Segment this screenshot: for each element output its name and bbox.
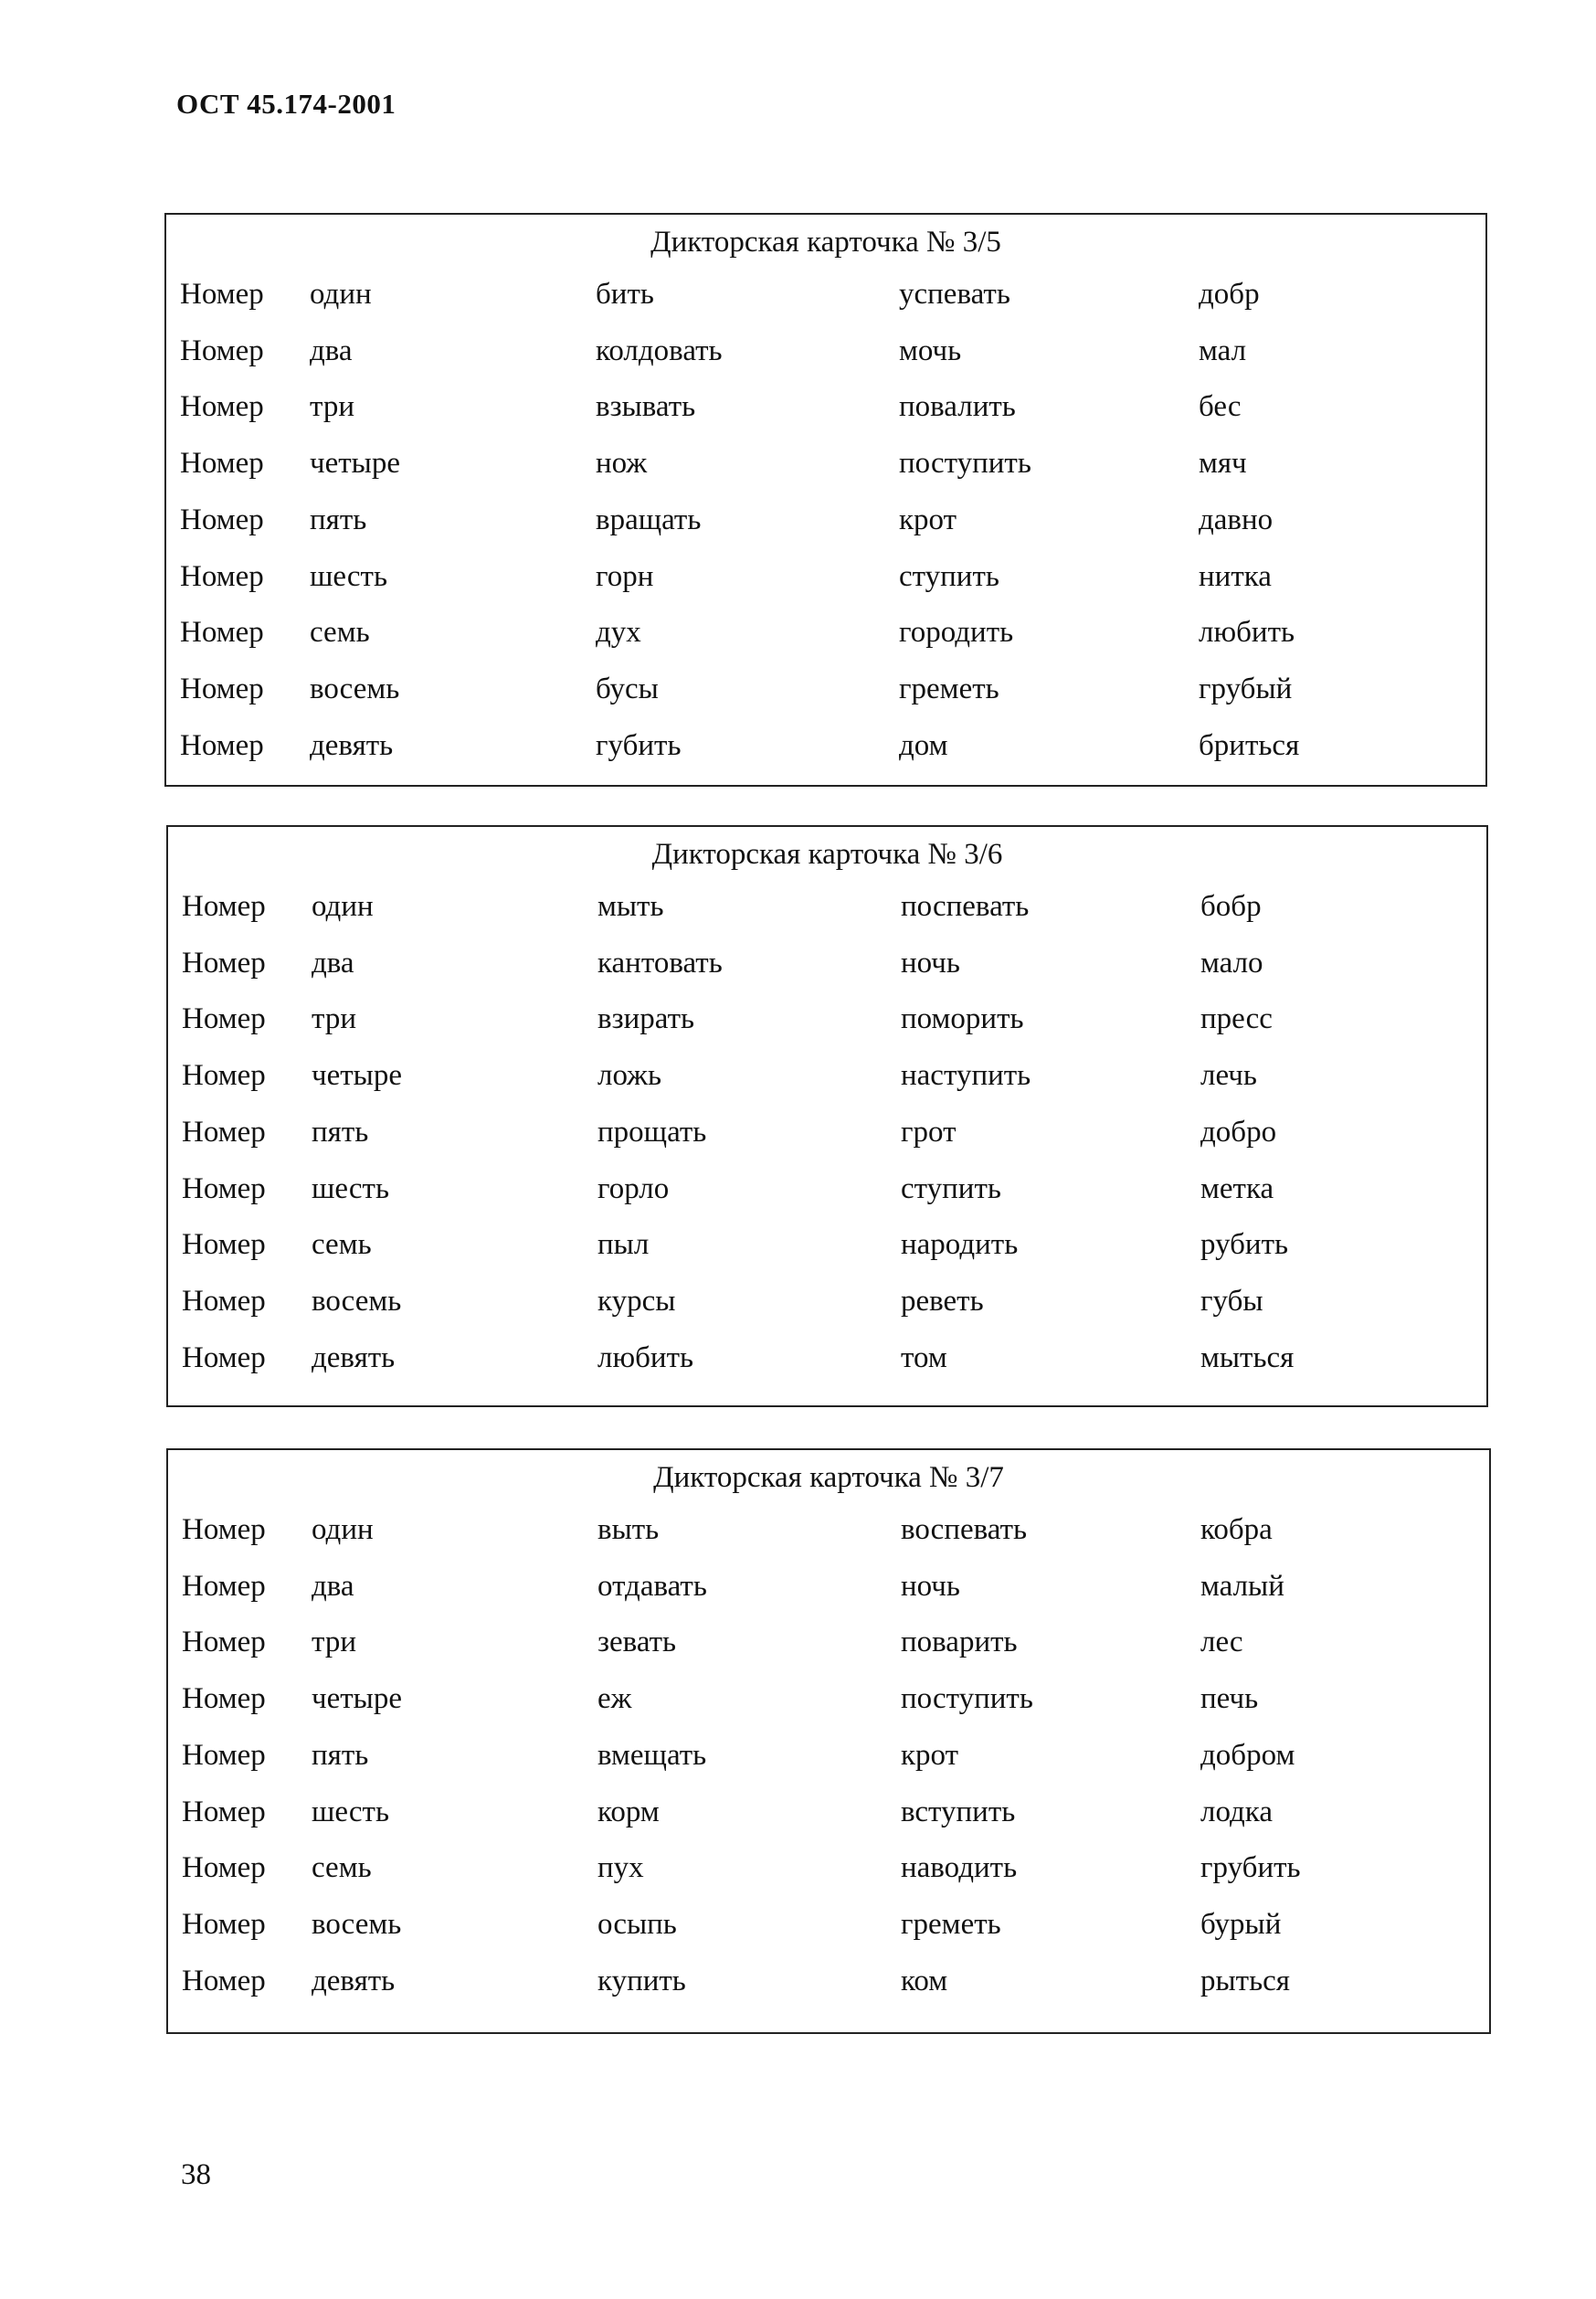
word-cell: печь bbox=[1200, 1682, 1259, 1716]
card-row bbox=[168, 1273, 1486, 1330]
card-row bbox=[166, 378, 1485, 435]
word-cell: горн bbox=[596, 559, 654, 593]
word-cell: бобр bbox=[1200, 890, 1262, 923]
word-cell: бурый bbox=[1200, 1907, 1282, 1941]
card-row bbox=[166, 323, 1485, 379]
row-label: Номер bbox=[180, 559, 264, 593]
word-cell: крот bbox=[901, 1738, 959, 1772]
word-cell: городить bbox=[899, 616, 1014, 650]
word-cell: губить bbox=[596, 728, 682, 762]
card-title: Дикторская карточка № 3/6 bbox=[651, 838, 1003, 871]
word-cell: реветь bbox=[901, 1284, 984, 1318]
word-cell: лечь bbox=[1200, 1059, 1257, 1093]
word-cell: лодка bbox=[1200, 1795, 1273, 1828]
word-cell: нож bbox=[596, 447, 648, 481]
word-cell: поморить bbox=[901, 1002, 1024, 1036]
card-title: Дикторская карточка № 3/7 bbox=[653, 1461, 1004, 1494]
card-row bbox=[166, 548, 1485, 605]
word-cell: добр bbox=[1199, 278, 1260, 311]
row-label: Номер bbox=[180, 616, 264, 650]
word-cell: два bbox=[312, 946, 354, 980]
word-cell: девять bbox=[310, 728, 394, 762]
row-label: Номер bbox=[180, 728, 264, 762]
word-cell: ком bbox=[901, 1964, 948, 1997]
word-cell: метка bbox=[1200, 1171, 1274, 1205]
word-cell: пыл bbox=[597, 1228, 650, 1262]
word-cell: четыре bbox=[312, 1682, 402, 1716]
word-cell: рубить bbox=[1200, 1228, 1289, 1262]
word-cell: бес bbox=[1199, 390, 1242, 424]
word-cell: ложь bbox=[597, 1059, 661, 1093]
word-cell: семь bbox=[312, 1851, 372, 1885]
word-cell: вмещать bbox=[597, 1738, 707, 1772]
word-cell: восемь bbox=[312, 1907, 402, 1941]
word-cell: лес bbox=[1200, 1626, 1243, 1659]
card-row bbox=[168, 1727, 1489, 1784]
word-cell: мал bbox=[1199, 334, 1247, 367]
card-row bbox=[168, 935, 1486, 991]
word-cell: мочь bbox=[899, 334, 962, 367]
row-label: Номер bbox=[180, 672, 264, 705]
word-cell: отдавать bbox=[597, 1569, 707, 1603]
word-cell: колдовать bbox=[596, 334, 723, 367]
word-cell: три bbox=[310, 390, 354, 424]
row-label: Номер bbox=[182, 1115, 266, 1149]
card-row bbox=[168, 991, 1486, 1047]
card-row bbox=[168, 1330, 1486, 1386]
word-cell: кантовать bbox=[597, 946, 723, 980]
card-row bbox=[168, 1047, 1486, 1104]
word-cell: кобра bbox=[1200, 1513, 1273, 1546]
word-cell: греметь bbox=[901, 1907, 1001, 1941]
word-cell: прощать bbox=[597, 1115, 707, 1149]
word-cell: добро bbox=[1200, 1115, 1277, 1149]
row-label: Номер bbox=[182, 1002, 266, 1036]
word-cell: три bbox=[312, 1626, 356, 1659]
card-row bbox=[166, 435, 1485, 492]
card-row bbox=[168, 1104, 1486, 1160]
word-cell: губы bbox=[1200, 1284, 1263, 1318]
word-cell: пять bbox=[310, 503, 367, 536]
row-label: Номер bbox=[180, 334, 264, 367]
word-cell: ночь bbox=[901, 1569, 960, 1603]
card-row bbox=[168, 1896, 1489, 1953]
row-label: Номер bbox=[182, 1907, 266, 1941]
word-cell: поварить bbox=[901, 1626, 1018, 1659]
row-label: Номер bbox=[182, 1284, 266, 1318]
word-cell: корм bbox=[597, 1795, 660, 1828]
word-cell: успевать bbox=[899, 278, 1010, 311]
word-cell: семь bbox=[312, 1228, 372, 1262]
word-cell: народить bbox=[901, 1228, 1019, 1262]
word-cell: вращать bbox=[596, 503, 702, 536]
word-cell: дом bbox=[899, 728, 948, 762]
word-cell: наводить bbox=[901, 1851, 1018, 1885]
row-label: Номер bbox=[182, 1682, 266, 1716]
word-cell: два bbox=[312, 1569, 354, 1603]
card-row bbox=[168, 1839, 1489, 1896]
word-cell: шесть bbox=[310, 559, 387, 593]
word-cell: наступить bbox=[901, 1059, 1031, 1093]
word-cell: грубый bbox=[1199, 672, 1293, 705]
word-cell: грот bbox=[901, 1115, 957, 1149]
row-label: Номер bbox=[182, 946, 266, 980]
word-cell: любить bbox=[597, 1340, 694, 1374]
card-row bbox=[168, 878, 1486, 935]
word-cell: том bbox=[901, 1340, 947, 1374]
word-cell: три bbox=[312, 1002, 356, 1036]
document-header: ОСТ 45.174-2001 bbox=[176, 88, 396, 120]
word-cell: восемь bbox=[312, 1284, 402, 1318]
word-cell: бусы bbox=[596, 672, 659, 705]
word-cell: пять bbox=[312, 1738, 369, 1772]
word-cell: воспевать bbox=[901, 1513, 1028, 1546]
row-label: Номер bbox=[182, 1738, 266, 1772]
word-cell: пресс bbox=[1200, 1002, 1273, 1036]
word-cell: крот bbox=[899, 503, 957, 536]
word-cell: девять bbox=[312, 1964, 396, 1997]
word-cell: любить bbox=[1199, 616, 1295, 650]
word-cell: ночь bbox=[901, 946, 960, 980]
card-row bbox=[166, 266, 1485, 323]
word-cell: давно bbox=[1199, 503, 1274, 536]
word-cell: добром bbox=[1200, 1738, 1295, 1772]
word-cell: мало bbox=[1200, 946, 1263, 980]
word-cell: осыпь bbox=[597, 1907, 677, 1941]
word-cell: один bbox=[310, 278, 372, 311]
word-cell: поступить bbox=[901, 1682, 1033, 1716]
word-cell: поспевать bbox=[901, 890, 1030, 923]
card-row bbox=[168, 1784, 1489, 1840]
word-cell: нитка bbox=[1199, 559, 1272, 593]
word-cell: вступить bbox=[901, 1795, 1016, 1828]
row-label: Номер bbox=[182, 1964, 266, 1997]
word-cell: курсы bbox=[597, 1284, 676, 1318]
word-cell: грубить bbox=[1200, 1851, 1301, 1885]
word-cell: выть bbox=[597, 1513, 660, 1546]
word-cell: мыться bbox=[1200, 1340, 1295, 1374]
word-cell: горло bbox=[597, 1171, 670, 1205]
word-cell: пять bbox=[312, 1115, 369, 1149]
word-cell: взывать bbox=[596, 390, 696, 424]
row-label: Номер bbox=[182, 1228, 266, 1262]
word-cell: взирать bbox=[597, 1002, 695, 1036]
word-cell: четыре bbox=[310, 447, 400, 481]
word-cell: мыть bbox=[597, 890, 664, 923]
row-label: Номер bbox=[182, 1626, 266, 1659]
word-cell: бриться bbox=[1199, 728, 1300, 762]
speaker-card bbox=[166, 1448, 1491, 2034]
page-number: 38 bbox=[181, 2158, 211, 2191]
word-cell: два bbox=[310, 334, 353, 367]
word-cell: купить bbox=[597, 1964, 686, 1997]
word-cell: девять bbox=[312, 1340, 396, 1374]
row-label: Номер bbox=[182, 1340, 266, 1374]
card-row bbox=[168, 1670, 1489, 1727]
word-cell: четыре bbox=[312, 1059, 402, 1093]
row-label: Номер bbox=[182, 1795, 266, 1828]
card-row bbox=[166, 492, 1485, 548]
word-cell: ступить bbox=[901, 1171, 1001, 1205]
card-row bbox=[168, 1160, 1486, 1217]
row-label: Номер bbox=[182, 1059, 266, 1093]
word-cell: шесть bbox=[312, 1795, 389, 1828]
word-cell: греметь bbox=[899, 672, 999, 705]
word-cell: один bbox=[312, 890, 374, 923]
word-cell: малый bbox=[1200, 1569, 1284, 1603]
card-row bbox=[166, 661, 1485, 717]
row-label: Номер bbox=[182, 890, 266, 923]
row-label: Номер bbox=[180, 278, 264, 311]
word-cell: еж bbox=[597, 1682, 632, 1716]
word-cell: шесть bbox=[312, 1171, 389, 1205]
row-label: Номер bbox=[182, 1851, 266, 1885]
word-cell: дух bbox=[596, 616, 641, 650]
row-label: Номер bbox=[180, 447, 264, 481]
card-row bbox=[168, 1216, 1486, 1273]
word-cell: повалить bbox=[899, 390, 1016, 424]
speaker-card bbox=[166, 825, 1488, 1407]
card-row bbox=[168, 1558, 1489, 1615]
row-label: Номер bbox=[182, 1171, 266, 1205]
word-cell: рыться bbox=[1200, 1964, 1290, 1997]
word-cell: один bbox=[312, 1513, 374, 1546]
word-cell: поступить bbox=[899, 447, 1031, 481]
card-row bbox=[166, 604, 1485, 661]
row-label: Номер bbox=[182, 1513, 266, 1546]
word-cell: семь bbox=[310, 616, 370, 650]
word-cell: восемь bbox=[310, 672, 400, 705]
card-row bbox=[168, 1614, 1489, 1670]
card-row bbox=[166, 717, 1485, 774]
word-cell: бить bbox=[596, 278, 654, 311]
row-label: Номер bbox=[182, 1569, 266, 1603]
word-cell: мяч bbox=[1199, 447, 1247, 481]
word-cell: зевать bbox=[597, 1626, 677, 1659]
card-row bbox=[168, 1953, 1489, 2009]
row-label: Номер bbox=[180, 390, 264, 424]
row-label: Номер bbox=[180, 503, 264, 536]
word-cell: ступить bbox=[899, 559, 999, 593]
card-title: Дикторская карточка № 3/5 bbox=[650, 226, 1001, 259]
word-cell: пух bbox=[597, 1851, 644, 1885]
speaker-card bbox=[164, 213, 1487, 787]
card-row bbox=[168, 1501, 1489, 1558]
